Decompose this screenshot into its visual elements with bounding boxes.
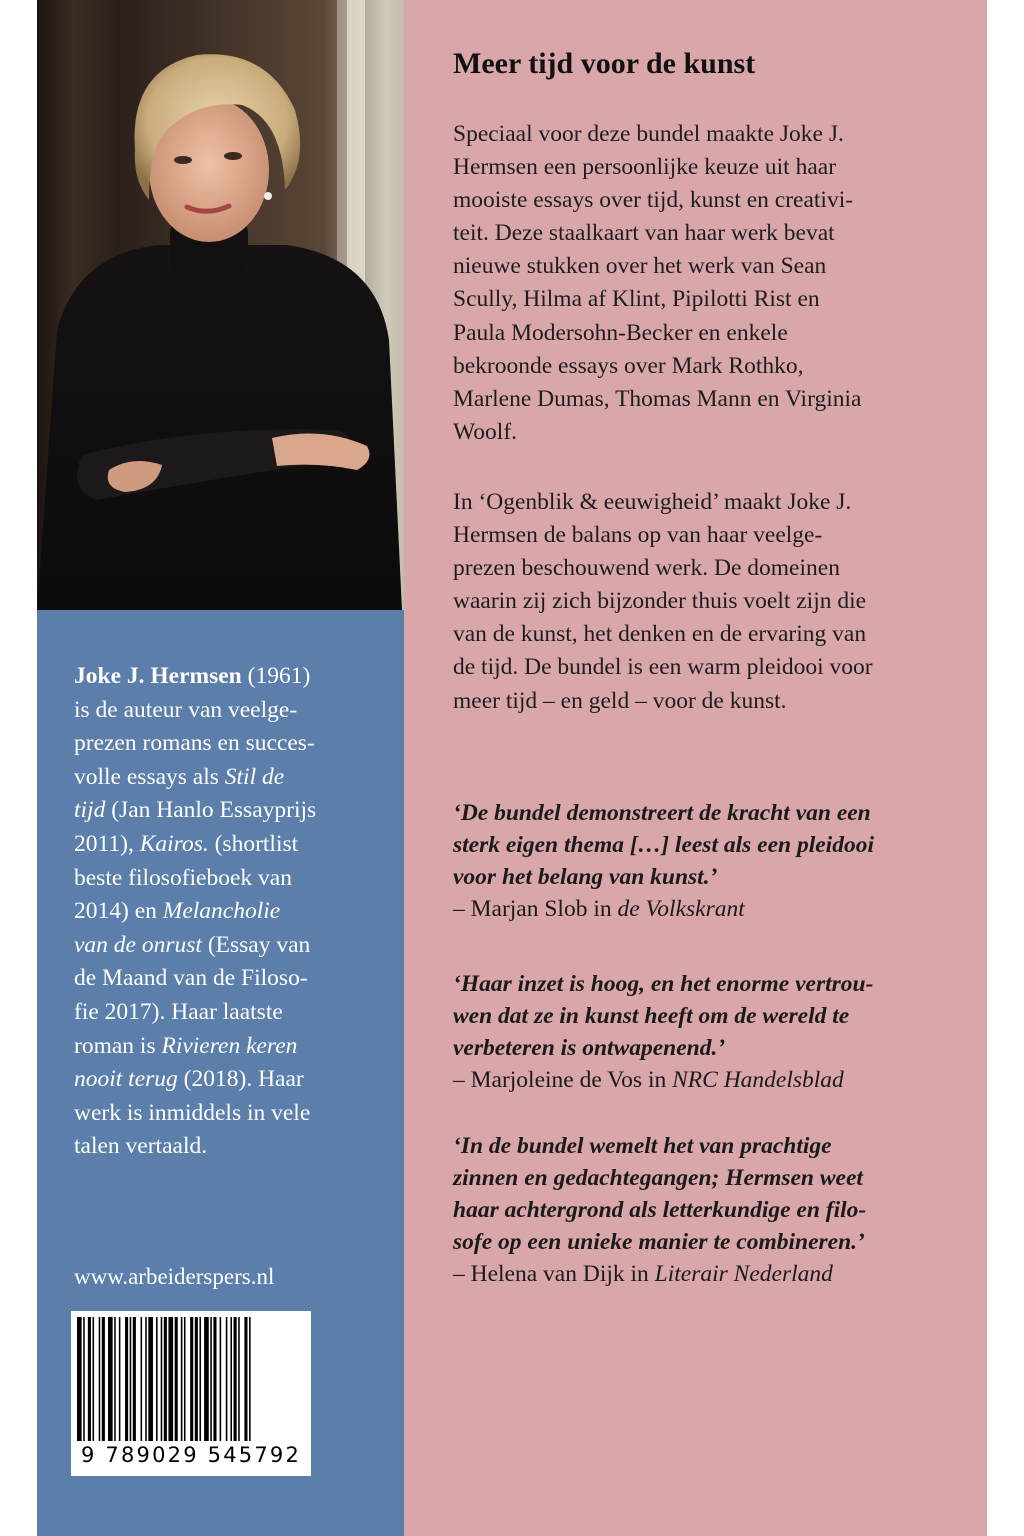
barcode-bar xyxy=(93,1317,95,1441)
bio-line xyxy=(74,1030,374,1064)
bio-text: volle essays als xyxy=(74,763,225,790)
bio-text: talen vertaald. xyxy=(74,1133,208,1160)
quote-line: voor het belang van kunst.’ xyxy=(453,864,718,890)
reviewer-name: – Helena van Dijk in xyxy=(453,1261,655,1287)
blurb-line: nieuwe stukken over het werk van Sean xyxy=(453,253,827,280)
barcode-bar xyxy=(130,1317,132,1441)
barcode-bar xyxy=(234,1317,237,1441)
barcode-bar xyxy=(164,1317,167,1441)
blurb-line: de tijd. De bundel is een warm pleidooi voor xyxy=(453,654,873,681)
bio-line xyxy=(74,1097,374,1131)
blurb-line: Hermsen de balans op van haar veelge- xyxy=(453,522,823,549)
quote-line: zinnen en gedachtegangen; Hermsen weet xyxy=(453,1165,863,1191)
quote-line: verbeteren is ontwapenend.’ xyxy=(453,1035,726,1061)
blurb-line: meer tijd – en geld – voor de kunst. xyxy=(453,687,787,714)
barcode-bar xyxy=(88,1317,91,1441)
bio-line xyxy=(74,727,374,761)
barcode-bar xyxy=(249,1317,251,1441)
barcode-bar xyxy=(108,1317,113,1441)
author-photo xyxy=(37,0,404,610)
bio-text: roman is xyxy=(74,1032,162,1059)
barcode-bar xyxy=(204,1317,209,1441)
publication-name: Literair Nederland xyxy=(654,1261,833,1287)
blurb-line: Paula Modersohn-Becker en enkele xyxy=(453,319,788,346)
bio-text: is de auteur van veelge- xyxy=(74,696,298,723)
review-quote-2 xyxy=(453,968,963,1096)
blurb-line: van de kunst, het denken en de ervaring van xyxy=(453,621,867,648)
barcode-bar xyxy=(99,1317,101,1441)
bio-line xyxy=(74,794,374,828)
bio-line xyxy=(74,761,374,795)
barcode-bar xyxy=(195,1317,198,1441)
blurb-line: bekroonde essays over Mark Rothko, xyxy=(453,352,804,379)
barcode-bar xyxy=(230,1317,232,1441)
blurb-line: In ‘Ogenblik & eeuwigheid’ maakt Joke J. xyxy=(453,489,852,515)
quote-line: ‘De bundel demonstreert de kracht van een xyxy=(453,800,871,826)
bio-text: fie 2017). Haar laatste xyxy=(74,998,283,1025)
barcode-bar xyxy=(133,1317,136,1441)
barcode-bar xyxy=(226,1317,228,1441)
bio-line xyxy=(74,895,374,929)
barcode-bar xyxy=(210,1317,212,1441)
publication-name: NRC Handelsblad xyxy=(672,1067,844,1093)
bio-text: de Maand van de Filoso- xyxy=(74,965,308,992)
reviewer-name: – Marjoleine de Vos in xyxy=(453,1067,673,1093)
book-title: Rivieren keren xyxy=(161,1032,298,1059)
barcode-bar xyxy=(175,1317,178,1441)
book-title: Kairos. xyxy=(139,830,209,857)
quote-line: haar achtergrond als letterkundige en filo- xyxy=(453,1197,867,1223)
blurb-line: Woolf. xyxy=(453,418,518,445)
bio-text: prezen romans en succes- xyxy=(74,730,315,757)
review-quote-3 xyxy=(453,1130,963,1290)
bio-line xyxy=(74,996,374,1030)
book-title: Stil de xyxy=(224,763,285,790)
book-title: nooit terug xyxy=(74,1066,178,1093)
quote-attribution xyxy=(453,893,963,925)
author-name: Joke J. Hermsen xyxy=(74,663,242,689)
barcode-bar xyxy=(156,1317,158,1441)
reviewer-name: – Marjan Slob in xyxy=(453,896,618,922)
blurb-line: Speciaal voor deze bundel maakte Joke J. xyxy=(453,121,844,147)
bio-text: 2014) en xyxy=(74,898,163,925)
bio-line xyxy=(74,929,374,963)
bio-text: (Jan Hanlo Essayprijs xyxy=(105,797,317,824)
barcode-bar xyxy=(148,1317,153,1441)
bio-line xyxy=(74,660,374,694)
quote-line: ‘In de bundel wemelt het van prachtige xyxy=(453,1133,832,1159)
barcode-bar xyxy=(83,1317,85,1441)
bio-line xyxy=(74,694,374,728)
quote-attribution xyxy=(453,1064,963,1096)
bio-line xyxy=(74,862,374,896)
bio-text: 2011), xyxy=(74,830,140,857)
quote-attribution xyxy=(453,1258,963,1290)
barcode-bar xyxy=(102,1317,105,1441)
publication-name: de Volkskrant xyxy=(617,896,745,922)
bio-text: (Essay van xyxy=(201,931,311,958)
blurb-title: Meer tijd voor de kunst xyxy=(453,47,756,80)
blurb-paragraph-2 xyxy=(453,486,963,718)
blurb-line: teit. Deze staalkaart van haar werk bevat xyxy=(453,220,835,247)
blurb-line: Scully, Hilma af Klint, Pipilotti Rist en xyxy=(453,286,820,313)
barcode-bar xyxy=(220,1317,222,1441)
book-title: Melancholie xyxy=(162,898,281,925)
barcode-bar xyxy=(125,1317,128,1441)
blurb-line: waarin zij zich bijzonder thuis voelt zijn die xyxy=(453,588,867,615)
book-title: tijd xyxy=(74,797,106,824)
blurb-paragraph-1 xyxy=(453,118,963,449)
bio-line xyxy=(74,1063,374,1097)
barcode-bar xyxy=(161,1317,163,1441)
quote-line: wen dat ze in kunst heeft om de wereld te xyxy=(453,1003,850,1029)
author-portrait-illustration xyxy=(37,0,404,610)
author-bio xyxy=(74,660,374,1164)
bio-text: (2018). Haar xyxy=(177,1066,304,1093)
bio-line xyxy=(74,962,374,996)
blurb-line: Hermsen een persoonlijke keuze uit haar xyxy=(453,154,837,181)
blurb-line: Marlene Dumas, Thomas Mann en Virginia xyxy=(453,385,862,412)
book-title: van de onrust xyxy=(74,931,202,958)
barcode-bar xyxy=(181,1317,183,1441)
barcode-bar xyxy=(199,1317,201,1441)
barcode-bar xyxy=(145,1317,147,1441)
bio-line xyxy=(74,1130,374,1164)
barcode-bar xyxy=(244,1317,247,1441)
barcode-bar xyxy=(114,1317,116,1441)
isbn-barcode xyxy=(71,1311,311,1476)
review-quote-1 xyxy=(453,797,963,925)
barcode-bar xyxy=(141,1317,143,1441)
bio-text: (1961) xyxy=(241,663,311,689)
barcode-bar xyxy=(77,1317,82,1441)
publisher-website: www.arbeiderspers.nl xyxy=(74,1264,275,1289)
bio-text: werk is inmiddels in vele xyxy=(74,1099,311,1126)
quote-line: sterk eigen thema […] leest als een pleidooi xyxy=(453,832,874,858)
bio-text: beste filosofieboek van xyxy=(74,864,292,891)
isbn-number: 9 789029 545792 xyxy=(80,1443,302,1467)
bio-line xyxy=(74,828,374,862)
bio-text: (shortlist xyxy=(208,830,299,857)
barcode-bar xyxy=(238,1317,240,1441)
barcode-bar xyxy=(184,1317,186,1441)
barcode-bar xyxy=(213,1317,216,1441)
barcode-bar xyxy=(190,1317,193,1441)
quote-line: sofe op een unieke manier te combineren.’ xyxy=(453,1229,865,1255)
blurb-line: prezen beschouwend werk. De domeinen xyxy=(453,555,840,582)
barcode-bar xyxy=(119,1317,121,1441)
quote-line: ‘Haar inzet is hoog, en het enorme vertrou- xyxy=(453,971,874,997)
barcode-bar xyxy=(168,1317,173,1441)
blurb-line: mooiste essays over tijd, kunst en creativi- xyxy=(453,187,854,214)
